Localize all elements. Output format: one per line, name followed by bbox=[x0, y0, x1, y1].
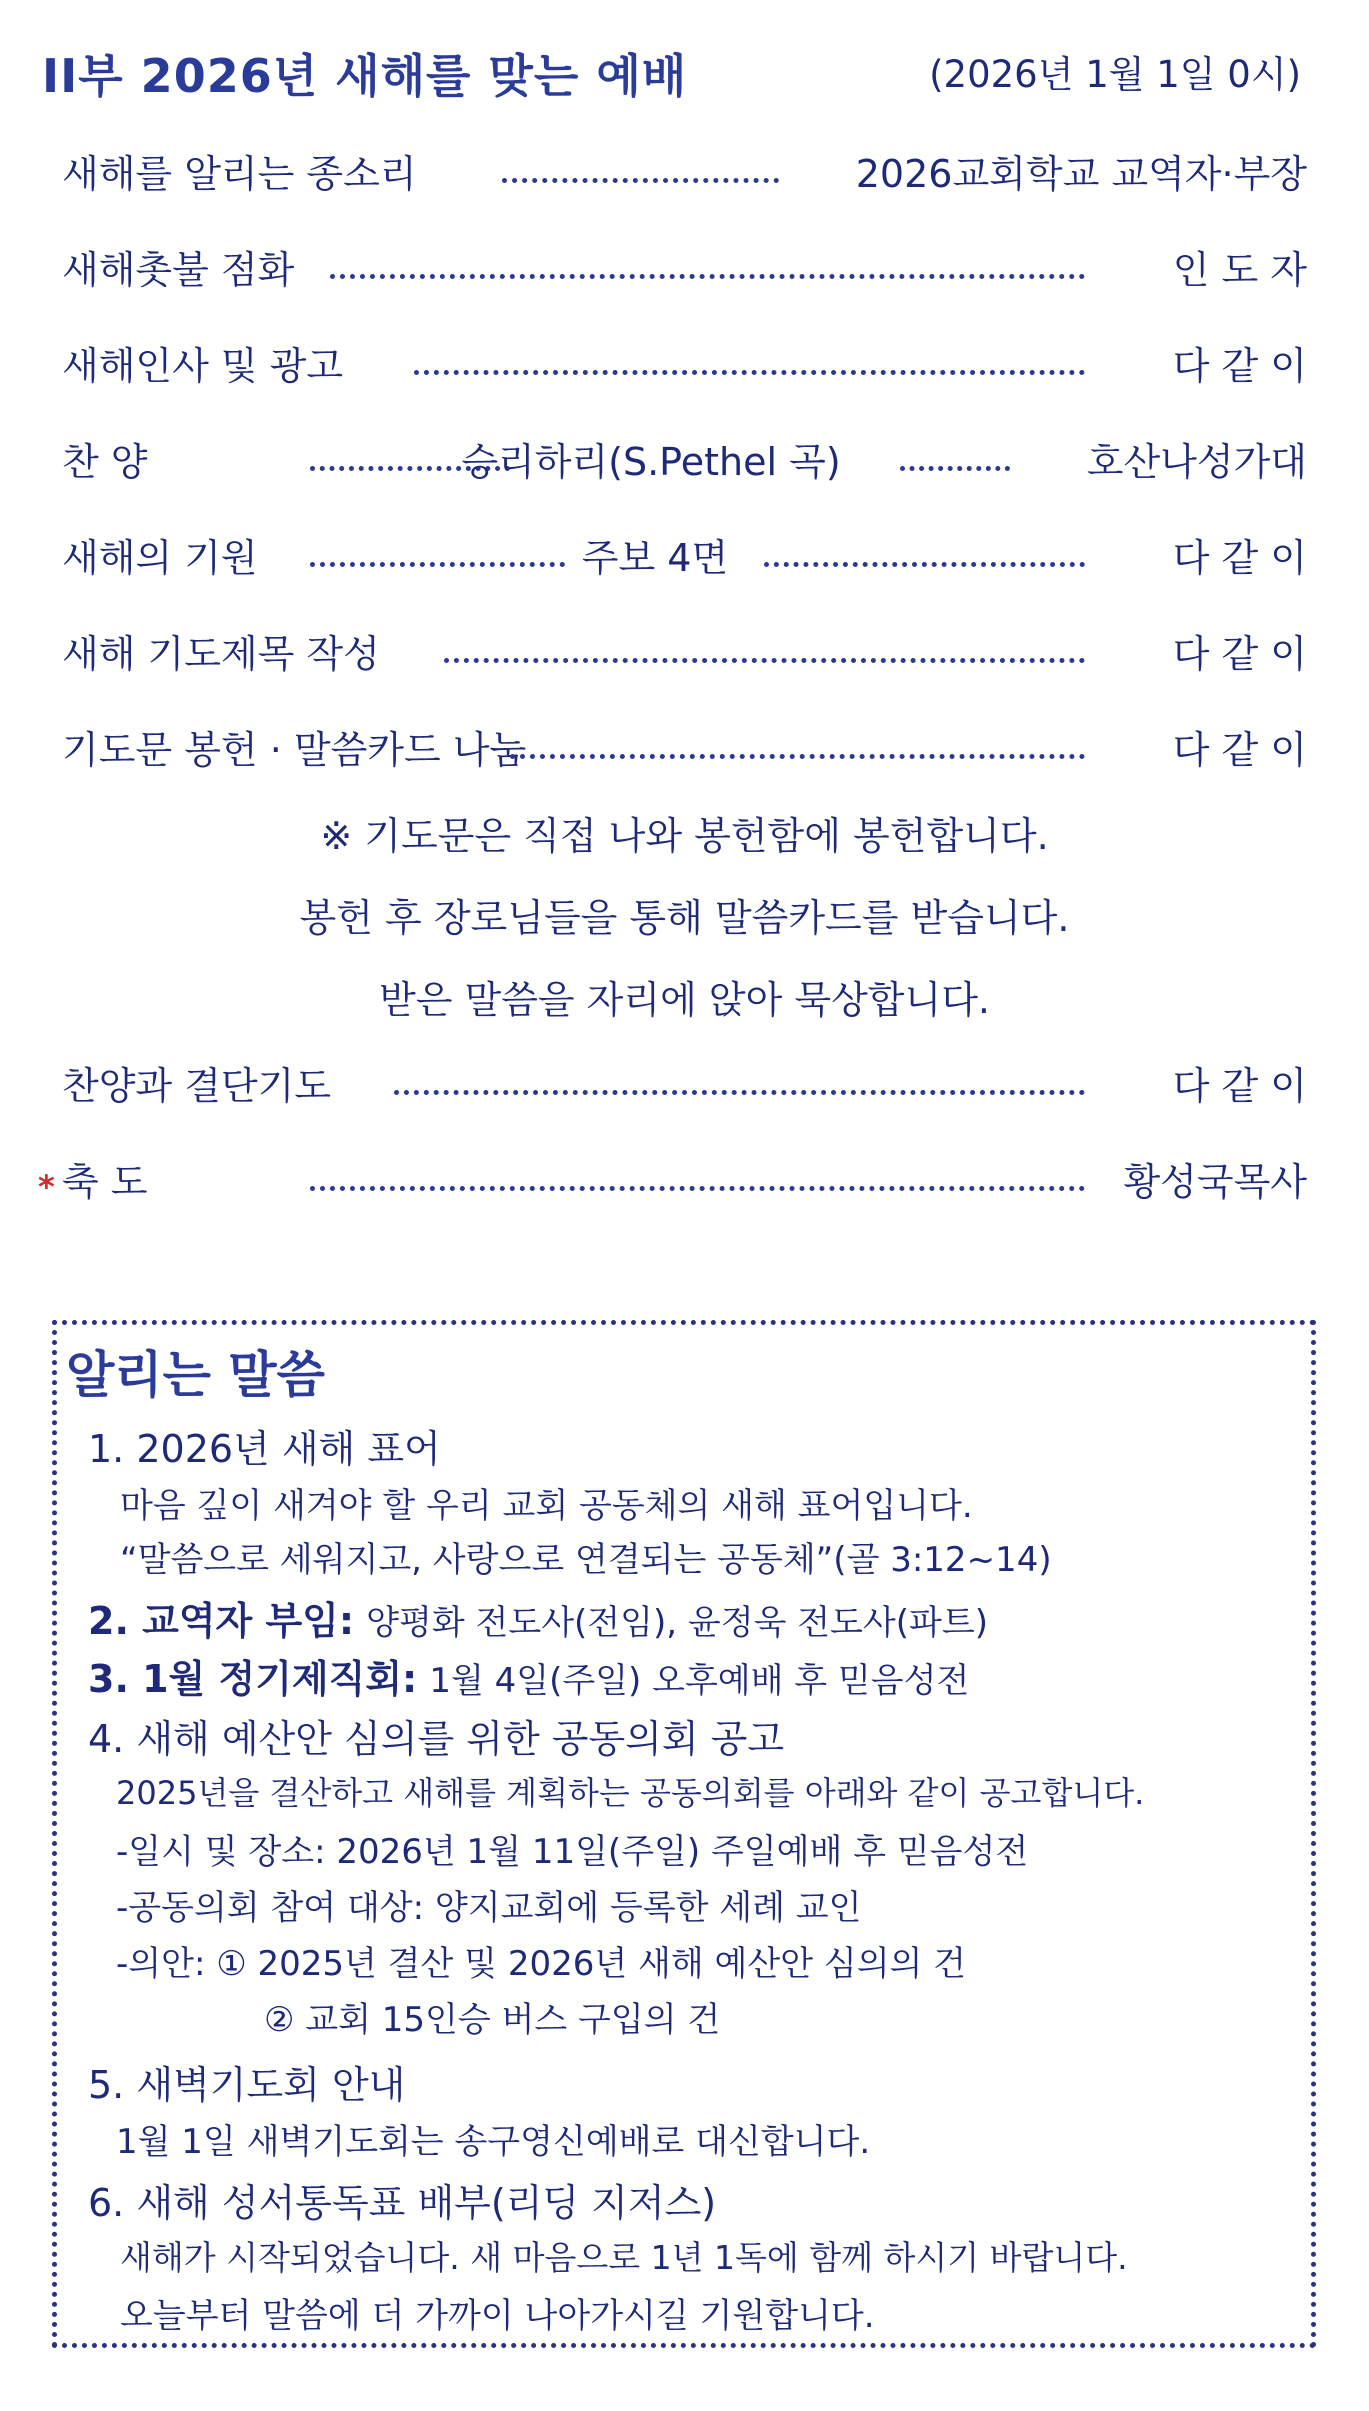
order-item-leader: 다 같 이 bbox=[1172, 536, 1307, 580]
order-item-leader: 2026교회학교 교역자·부장 bbox=[855, 152, 1307, 196]
leader-dots bbox=[310, 562, 565, 567]
leader-dots bbox=[330, 274, 1085, 279]
leader-dots bbox=[900, 466, 1010, 471]
order-row-praise bbox=[62, 432, 1307, 492]
announcement-heading: 2. 교역자 부임: bbox=[88, 1599, 355, 1643]
announcement-heading: 5. 새벽기도회 안내 bbox=[88, 2063, 406, 2107]
order-row-invocation bbox=[62, 528, 1307, 588]
order-item-leader: 호산나성가대 bbox=[1086, 440, 1307, 484]
order-item-leader: 다 같 이 bbox=[1172, 632, 1307, 676]
announcement-heading: 3. 1월 정기제직회: bbox=[88, 1657, 418, 1701]
order-item-label: 새해를 알리는 종소리 bbox=[62, 152, 417, 196]
order-item-label: 새해인사 및 광고 bbox=[62, 344, 344, 388]
order-item-label: 새해의 기원 bbox=[62, 536, 258, 580]
leader-dots bbox=[510, 754, 1085, 759]
announcement-text: -공동의회 참여 대상: 양지교회에 등록한 세례 교인 bbox=[116, 1888, 862, 1928]
leader-dots bbox=[444, 658, 1085, 663]
offering-note: 받은 말씀을 자리에 앉아 묵상합니다. bbox=[378, 978, 991, 1022]
announcement-text: ② 교회 15인승 버스 구입의 건 bbox=[264, 2000, 721, 2040]
order-row-commitment bbox=[62, 1056, 1307, 1116]
order-item-leader: 황성국목사 bbox=[1123, 1160, 1307, 1204]
offering-note: 봉헌 후 장로님들을 통해 말씀카드를 받습니다. bbox=[299, 896, 1070, 940]
announcement-heading: 6. 새해 성서통독표 배부(리딩 지저스) bbox=[88, 2181, 717, 2225]
order-row-benediction bbox=[62, 1152, 1307, 1212]
order-item-detail: 주보 4면 bbox=[581, 536, 729, 580]
announcement-heading: 4. 새해 예산안 심의를 위한 공동의회 공고 bbox=[88, 1717, 785, 1761]
order-item-leader: 다 같 이 bbox=[1172, 1064, 1307, 1108]
order-item-label: 찬양과 결단기도 bbox=[62, 1064, 332, 1108]
announcement-item-3 bbox=[88, 1648, 969, 1703]
leader-dots bbox=[764, 562, 1085, 567]
order-item-label: 새해촛불 점화 bbox=[62, 248, 295, 292]
announcement-text: 마음 깊이 새겨야 할 우리 교회 공동체의 새해 표어입니다. bbox=[120, 1486, 973, 1526]
order-item-label: 축 도 bbox=[62, 1160, 148, 1204]
announcement-text: -의안: ① 2025년 결산 및 2026년 새해 예산안 심의의 건 bbox=[116, 1944, 967, 1984]
announcement-text: 2025년을 결산하고 새해를 계획하는 공동의회를 아래와 같이 공고합니다. bbox=[116, 1774, 1145, 1812]
leader-dots bbox=[394, 1090, 1085, 1095]
order-item-detail: 승리하리(S.Pethel 곡) bbox=[461, 440, 841, 484]
order-item-leader: 인 도 자 bbox=[1172, 248, 1307, 292]
offering-note: ※ 기도문은 직접 나와 봉헌함에 봉헌합니다. bbox=[320, 814, 1049, 858]
order-item-label: 새해 기도제목 작성 bbox=[62, 632, 380, 676]
announcement-item-2 bbox=[88, 1590, 988, 1645]
announcement-text: 새해가 시작되었습니다. 새 마음으로 1년 1독에 함께 하시기 바랍니다. bbox=[120, 2238, 1128, 2277]
order-row-candle bbox=[62, 240, 1307, 300]
announcements-title: 알리는 말씀 bbox=[66, 1346, 325, 1404]
order-row-greeting bbox=[62, 336, 1307, 396]
announcement-text: 양평화 전도사(전임), 윤정욱 전도사(파트) bbox=[366, 1603, 988, 1643]
announcement-text: 1월 1일 새벽기도회는 송구영신예배로 대신합니다. bbox=[116, 2122, 871, 2162]
order-item-label: 찬 양 bbox=[62, 440, 148, 484]
leader-dots bbox=[414, 370, 1085, 375]
order-item-label: 기도문 봉헌 · 말씀카드 나눔 bbox=[62, 728, 527, 772]
service-datetime: (2026년 1월 1일 0시) bbox=[929, 53, 1301, 96]
announcement-text: “말씀으로 세워지고, 사랑으로 연결되는 공동체”(골 3:12~14) bbox=[120, 1540, 1052, 1580]
order-row-bell bbox=[62, 144, 1307, 204]
order-item-leader: 다 같 이 bbox=[1172, 728, 1307, 772]
order-row-prayer-topics bbox=[62, 624, 1307, 684]
announcement-heading: 1. 2026년 새해 표어 bbox=[88, 1427, 441, 1471]
announcement-text: 오늘부터 말씀에 더 가까이 나아가시길 기원합니다. bbox=[120, 2296, 875, 2336]
announcement-text: -일시 및 장소: 2026년 1월 11일(주일) 주일예배 후 믿음성전 bbox=[116, 1832, 1029, 1872]
order-row-offering bbox=[62, 720, 1307, 780]
standing-marker: * bbox=[38, 1168, 55, 1206]
announcement-text: 1월 4일(주일) 오후예배 후 믿음성전 bbox=[429, 1661, 970, 1701]
order-item-leader: 다 같 이 bbox=[1172, 344, 1307, 388]
leader-dots bbox=[502, 178, 779, 183]
leader-dots bbox=[310, 1186, 1085, 1191]
service-title: II부 2026년 새해를 맞는 예배 bbox=[42, 49, 688, 103]
